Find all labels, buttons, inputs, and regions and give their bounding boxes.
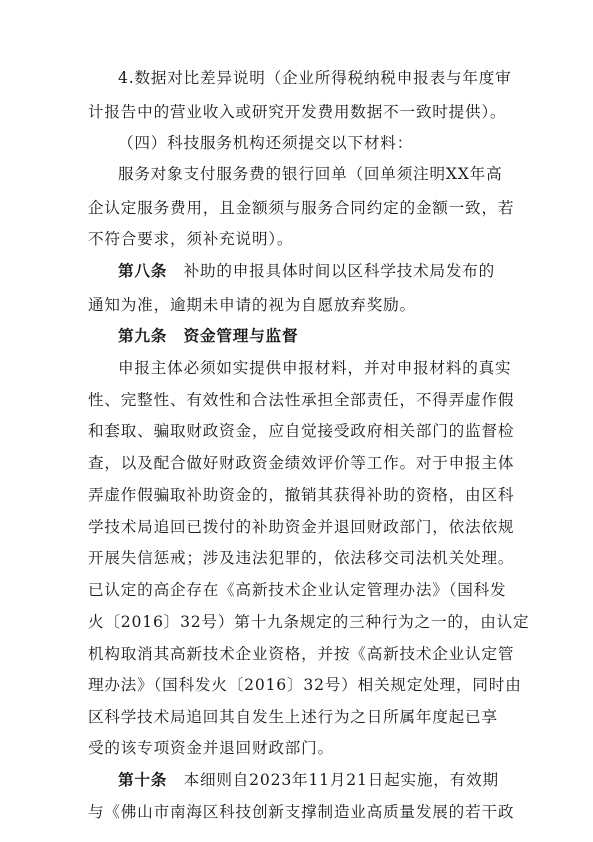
- text-line: [0, 670, 593, 700]
- line-text: 企认定服务费用，且金额须与服务合同约定的金额一致，若: [88, 199, 515, 217]
- line-text: 计报告中的营业收入或研究开发费用数据不一致时提供）。: [88, 103, 507, 121]
- text-line: [0, 733, 593, 763]
- line-text: 开展失信惩戒；涉及违法犯罪的，依法移交司法机关处理。: [88, 549, 515, 567]
- text-line: [0, 97, 593, 127]
- text-line: [0, 480, 593, 510]
- line-text: 补助的申报具体时间以区科学技术局发布的: [183, 262, 496, 280]
- text-line: [0, 639, 593, 669]
- line-text: （四）科技服务机构还须提交以下材料：: [118, 134, 414, 152]
- line-text: 查，以及配合做好财政资金绩效评价等工作。对于申报主体: [88, 454, 515, 472]
- text-line: [0, 448, 593, 478]
- text-line: [0, 159, 593, 189]
- line-text: 学技术局追回已拨付的补助资金并退回财政部门，依法依规: [88, 518, 515, 536]
- line-text: 弄虚作假骗取补助资金的，撤销其获得补助的资格，由区科: [88, 486, 515, 504]
- line-text: 本细则自2023年11月21日起实施，有效期: [183, 771, 499, 789]
- line-text: 性、完整性、有效性和合法性承担全部责任，不得弄虚作假: [88, 391, 515, 409]
- text-line: [0, 385, 593, 415]
- line-text: 申报主体必须如实提供申报材料，并对申报材料的真实: [118, 359, 512, 377]
- line-text: 服务对象支付服务费的银行回单（回单须注明XX年高: [118, 165, 503, 183]
- line-text: 区科学技术局追回其自发生上述行为之日所属年度起已享: [88, 708, 498, 726]
- text-line: [0, 193, 593, 223]
- text-line: [0, 128, 593, 158]
- text-line: [0, 797, 593, 827]
- text-line: [0, 543, 593, 573]
- section-heading: [0, 321, 593, 351]
- article-heading: 第八条: [118, 262, 168, 280]
- text-line: [0, 575, 593, 605]
- line-text: 不符合要求，须补充说明）。: [88, 230, 294, 248]
- line-text: 受的该专项资金并退回财政部门。: [88, 739, 334, 757]
- text-line: [0, 416, 593, 446]
- text-line: [0, 290, 593, 320]
- line-text: 第九条 资金管理与监督: [118, 327, 299, 345]
- text-line: [0, 256, 593, 286]
- text-line: [0, 702, 593, 732]
- text-line: [0, 224, 593, 254]
- line-text: 理办法》（国科发火〔2016〕32号）相关规定处理，同时由: [88, 676, 522, 694]
- text-line: [0, 765, 593, 795]
- line-text: 和套取、骗取财政资金，应自觉接受政府相关部门的监督检: [88, 422, 515, 440]
- text-line: [0, 512, 593, 542]
- text-line: [0, 63, 593, 93]
- line-text: 通知为准，逾期未申请的视为自愿放弃奖励。: [88, 296, 416, 314]
- line-text: 已认定的高企存在《高新技术企业认定管理办法》（国科发: [88, 581, 507, 599]
- text-line: [0, 353, 593, 383]
- line-text: 4.数据对比差异说明（企业所得税纳税申报表与年度审: [118, 69, 512, 87]
- text-line: [0, 607, 593, 637]
- line-text: 机构取消其高新技术企业资格，并按《高新技术企业认定管: [88, 645, 515, 663]
- line-text: 火〔2016〕32号）第十九条规定的三种行为之一的，由认定: [88, 613, 530, 631]
- line-text: 与《佛山市南海区科技创新支撑制造业高质量发展的若干政: [88, 803, 515, 821]
- article-heading: 第十条: [118, 771, 168, 789]
